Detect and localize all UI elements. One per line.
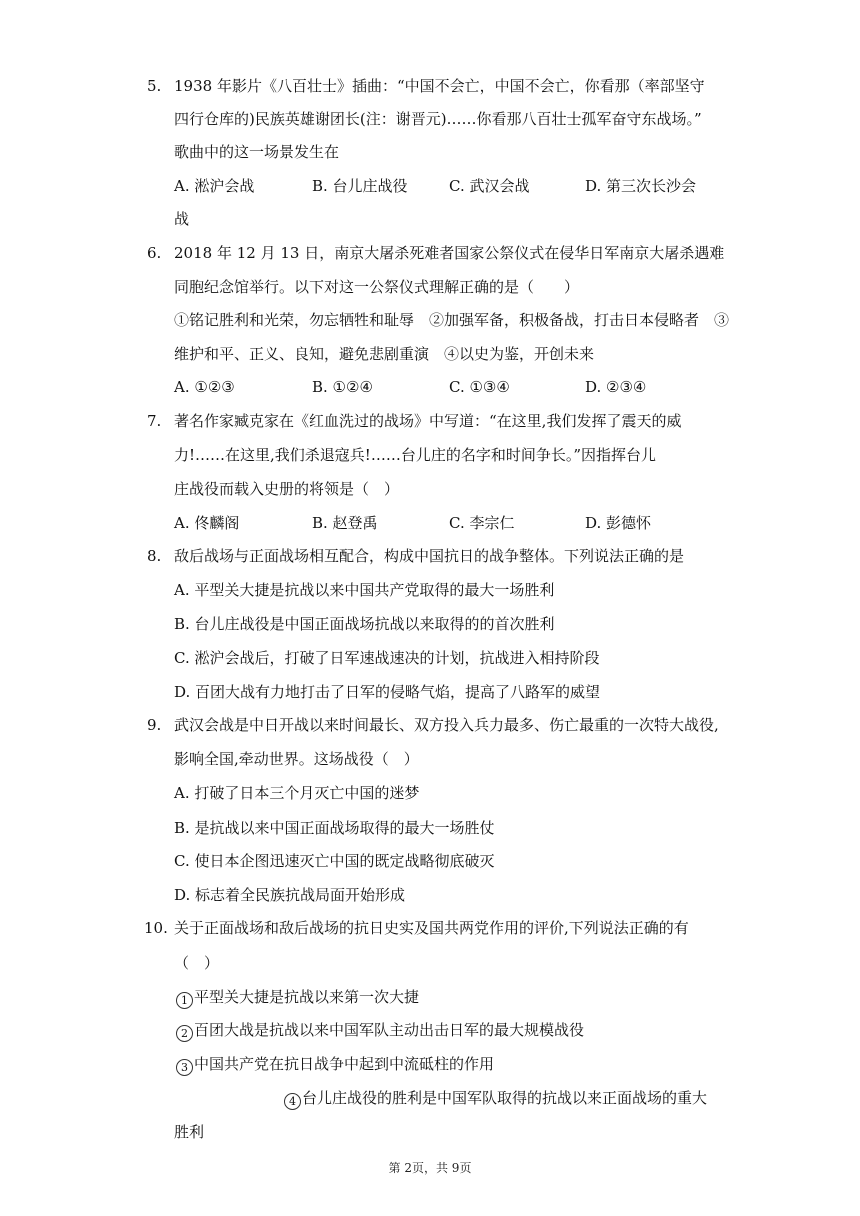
- circled-number: 3: [176, 1059, 193, 1076]
- option-b: B. ①②④: [312, 378, 373, 396]
- question-number: 7.: [147, 412, 162, 430]
- circled-number: 1: [176, 992, 193, 1009]
- option-d: D. 第三次长沙会: [585, 177, 697, 195]
- option-b: B. 赵登禹: [312, 514, 378, 532]
- option-a: A. ①②③: [174, 378, 235, 396]
- question-stem-line: 歌曲中的这一场景发生在: [174, 143, 340, 161]
- statement-text: 平型关大捷是抗战以来第一次大捷: [194, 988, 420, 1006]
- question-stem-line: 著名作家臧克家在《红血洗过的战场》中写道：“在这里,我们发挥了震天的威: [174, 412, 682, 430]
- question-stem-line: 武汉会战是中日开战以来时间最长、双方投入兵力最多、伤亡最重的一次特大战役,: [174, 716, 719, 734]
- statement-text: 中国共产党在抗日战争中起到中流砥柱的作用: [194, 1055, 495, 1073]
- question-stem-line: （ ）: [174, 954, 220, 972]
- option-a: A. 淞沪会战: [174, 177, 255, 195]
- circled-number: 2: [176, 1025, 193, 1042]
- question-number: 10.: [144, 919, 168, 937]
- question-stem-line: ①铭记胜利和光荣，勿忘牺牲和耻辱 ②加强军备，积极备战，打击日本侵略者 ③: [174, 311, 730, 329]
- question-number: 8.: [147, 547, 162, 565]
- option-a: A. 平型关大捷是抗战以来中国共产党取得的最大一场胜利: [174, 581, 555, 599]
- circled-number: 4: [284, 1093, 301, 1110]
- statement-item: [176, 987, 419, 1009]
- question-number: 6.: [147, 244, 162, 262]
- option-d: D. 标志着全民族抗战局面开始形成: [174, 886, 406, 904]
- question-stem-line: 1938 年影片《八百壮士》插曲：“中国不会亡，中国不会亡，你看那（率部坚守: [174, 77, 705, 95]
- option-d: D. 彭德怀: [585, 514, 652, 532]
- question-number: 9.: [147, 716, 162, 734]
- option-a: A. 佟麟阁: [174, 514, 240, 532]
- question-stem-line: 敌后战场与正面战场相互配合，构成中国抗日的战争整体。下列说法正确的是: [174, 547, 685, 565]
- option-b: B. 台儿庄战役: [312, 177, 408, 195]
- question-stem-line: 2018 年 12 月 13 日，南京大屠杀死难者国家公祭仪式在侵华日军南京大屠杀遇难: [174, 244, 725, 262]
- option-c: C. 武汉会战: [449, 177, 530, 195]
- question-stem-line: 同胞纪念馆举行。以下对这一公祭仪式理解正确的是（ ）: [174, 278, 580, 296]
- option-c: C. ①③④: [449, 378, 510, 396]
- option-a: A. 打破了日本三个月灭亡中国的迷梦: [174, 784, 420, 802]
- question-stem-line: 关于正面战场和敌后战场的抗日史实及国共两党作用的评价,下列说法正确的有: [174, 919, 689, 937]
- page-footer: 第 2页，共 9页: [388, 1161, 472, 1175]
- question-stem-line: 庄战役而载入史册的将领是（ ）: [174, 480, 400, 498]
- statement-item: [176, 1020, 584, 1042]
- statement-continuation: 胜利: [174, 1123, 205, 1141]
- statement-item: [284, 1088, 707, 1110]
- question-stem-line: 影响全国,牵动世界。这场战役（ ）: [174, 750, 419, 768]
- option-b: B. 台儿庄战役是中国正面战场抗战以来取得的的首次胜利: [174, 615, 555, 633]
- statement-item: [176, 1054, 494, 1076]
- option-d: D. ②③④: [585, 378, 647, 396]
- option-c: C. 李宗仁: [449, 514, 515, 532]
- option-d-continuation: 战: [174, 210, 190, 228]
- statement-text: 台儿庄战役的胜利是中国军队取得的抗战以来正面战场的重大: [302, 1089, 708, 1107]
- option-d: D. 百团大战有力地打击了日军的侵略气焰，提高了八路军的威望: [174, 683, 601, 701]
- question-stem-line: 力!‥‥‥在这里,我们杀退寇兵!‥‥‥台儿庄的名字和时间争长。”因指挥台儿: [174, 446, 657, 464]
- option-b: B. 是抗战以来中国正面战场取得的最大一场胜仗: [174, 819, 495, 837]
- statement-text: 百团大战是抗战以来中国军队主动出击日军的最大规模战役: [194, 1021, 585, 1039]
- option-c: C. 淞沪会战后，打破了日军速战速决的计划，抗战进入相持阶段: [174, 649, 600, 667]
- option-c: C. 使日本企图迅速灭亡中国的既定战略彻底破灭: [174, 852, 495, 870]
- question-stem-line: 维护和平、正义、良知，避免悲剧重演 ④以史为鉴，开创未来: [174, 345, 595, 363]
- question-stem-line: 四行仓库的)民族英雄谢团长(注：谢晋元)……你看那八百壮士孤军奋守东战场。”: [174, 110, 702, 128]
- question-number: 5.: [147, 77, 162, 95]
